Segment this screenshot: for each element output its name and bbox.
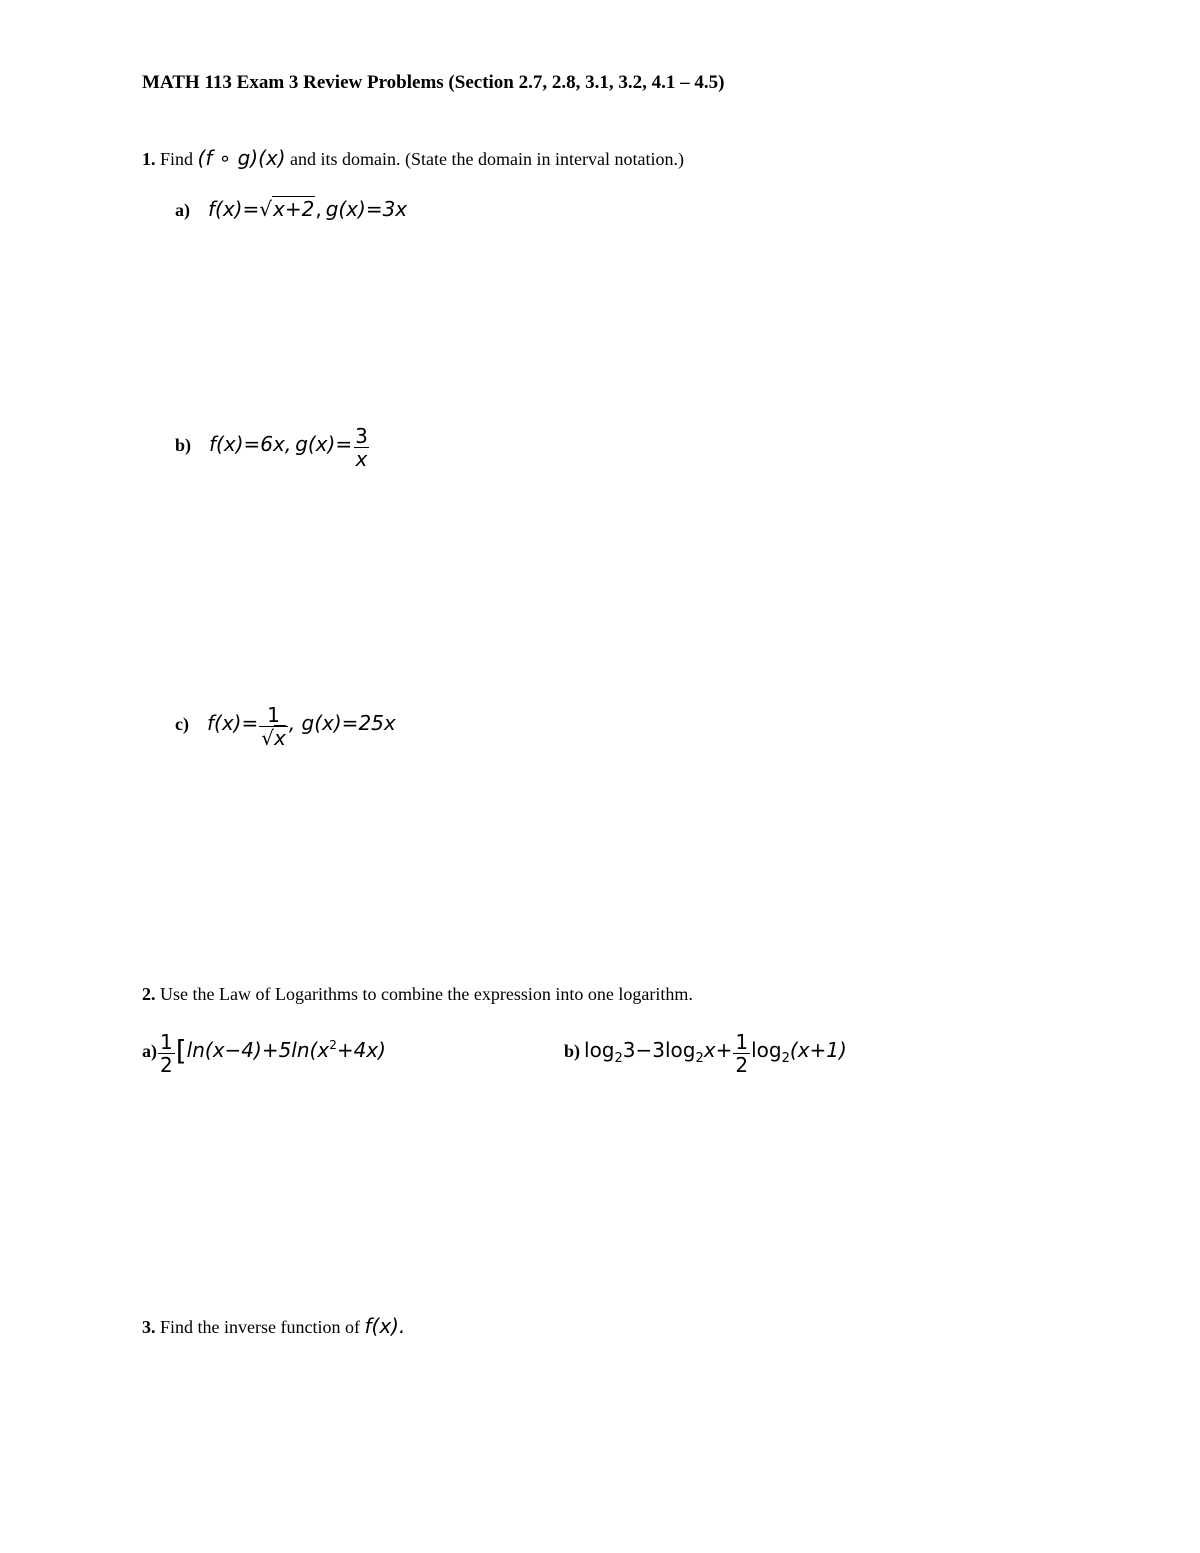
question-1b-denominator: x <box>355 447 368 471</box>
question-2-text: Use the Law of Logarithms to combine the expression into one logarithm. <box>160 984 693 1004</box>
question-2b-part5: (x+1) <box>789 1038 847 1063</box>
question-2a-expr1: ln(x−4)+5ln(x <box>186 1038 330 1063</box>
question-3-prompt <box>142 1314 405 1338</box>
question-1-text-after: and its domain. (State the domain in interval notation.) <box>290 149 684 169</box>
question-1-prompt <box>142 146 684 170</box>
question-1a-f: f(x)= <box>208 197 260 221</box>
question-2a-label: a) <box>142 1041 157 1062</box>
question-1c-numerator: 1 <box>267 703 280 727</box>
question-2a-fraction <box>158 1032 175 1075</box>
question-2b <box>564 1032 847 1075</box>
question-2a-numerator: 1 <box>160 1030 173 1054</box>
question-1b-f: f(x)=6x, <box>209 432 292 457</box>
question-2-prompt <box>142 984 693 1005</box>
question-2a-expr2: +4x) <box>336 1038 386 1063</box>
question-1-text-before: Find <box>160 149 194 169</box>
question-2b-base1: 2 <box>614 1051 623 1067</box>
question-1c-f: f(x)= <box>206 711 259 736</box>
question-1b-numerator: 3 <box>355 424 368 448</box>
question-1c-g: , g(x)=25x <box>288 711 396 736</box>
question-1c-fraction <box>259 705 288 748</box>
question-3-text: Find the inverse function of <box>160 1317 360 1337</box>
question-1c-radicand: x <box>273 726 286 750</box>
question-1b-fraction <box>353 426 370 469</box>
question-2a <box>142 1032 386 1075</box>
question-3-fx: f(x). <box>364 1314 406 1338</box>
question-2b-part2: 3−3log <box>622 1038 696 1063</box>
question-1c-label: c) <box>175 714 189 735</box>
question-1b-g: g(x)= <box>295 432 353 457</box>
page-title: MATH 113 Exam 3 Review Problems (Section 2.7, 2.8, 3.1, 3.2, 4.1 – 4.5) <box>142 72 725 93</box>
question-2b-denominator: 2 <box>735 1053 749 1077</box>
question-2b-label: b) <box>564 1041 581 1062</box>
question-1a-sqrt: √x+2 <box>259 197 315 221</box>
question-1a-label: a) <box>175 200 190 220</box>
question-2b-fraction <box>733 1032 750 1075</box>
question-2b-base4: 2 <box>781 1051 790 1067</box>
question-1b-label: b) <box>175 435 192 456</box>
question-2b-log1: log <box>584 1038 615 1063</box>
question-3-number: 3. <box>142 1317 156 1337</box>
question-2a-bracket: [ <box>175 1034 187 1068</box>
question-2b-numerator: 1 <box>735 1030 749 1054</box>
question-1a <box>175 196 407 221</box>
question-1a-g: g(x)=3x <box>325 197 408 221</box>
question-2b-part3: x+ <box>703 1038 733 1063</box>
question-1a-radicand: x+2 <box>273 197 315 221</box>
question-2b-base2: 2 <box>695 1051 704 1067</box>
question-2b-log4: log <box>751 1038 782 1063</box>
question-1a-sep: , <box>315 197 322 221</box>
question-2-number: 2. <box>142 984 156 1004</box>
question-1c <box>175 705 396 748</box>
question-2a-exponent: 2 <box>329 1038 337 1053</box>
question-1b <box>175 426 371 469</box>
question-1-composite: (f ∘ g)(x) <box>197 146 286 170</box>
question-1c-denominator: √x <box>261 726 286 750</box>
question-2a-denominator: 2 <box>160 1053 173 1077</box>
question-1-number: 1. <box>142 149 156 169</box>
